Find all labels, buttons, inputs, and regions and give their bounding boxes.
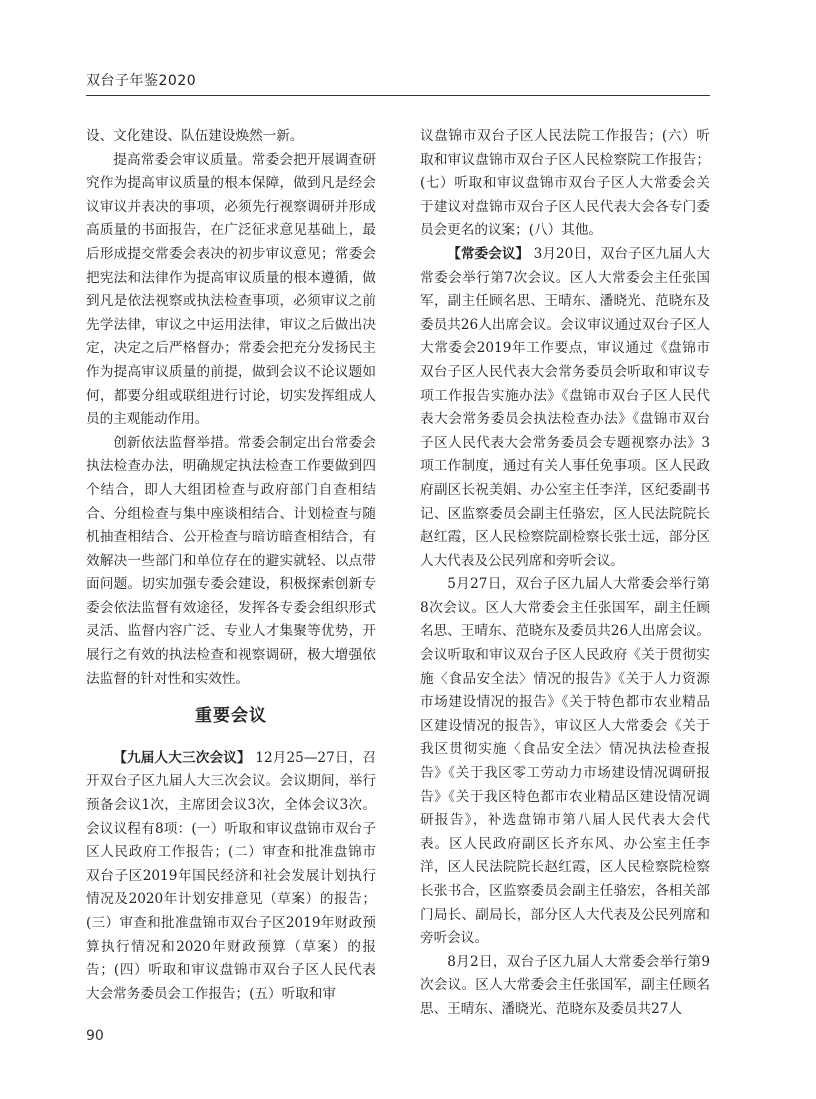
left-column <box>86 125 376 1006</box>
page-number: 90 <box>86 1028 104 1044</box>
paragraph-review-quality: 提高常委会审议质量。常委会把开展调查研究作为提高审议质量的根本保障，做到凡是经会议审议并表决的事项，必须先行视察调研并形成高质量的书面报告，在广泛征求意见基础上，最后形成提交常委会表决的初步审议意见；常委会把宪法和法律作为提高审议质量的根本遵循，做到凡是依法视察或执法检查事项，必须审议之前先学法律，审议之中运用法律，审议之后做出决定，决定之后严格督办；常委会把充分发扬民主作为提高审议质量的前提，做到会议不论议题如何，都要分组或联组进行讨论，切实发挥组成人员的主观能动作用。 <box>86 151 376 428</box>
standing-committee-label: 【常委会议】 <box>447 245 530 262</box>
paragraph-meeting-9: 8月2日，双台子区九届人大常委会举行第9次会议。区人大常委会主任张国军，副主任顾名思、王晴东、潘晓光、范晓东及委员共27人 <box>420 953 710 1017</box>
standing-committee-text: 3月20日，双台子区九届人大常委会举行第7次会议。区人大常委会主任张国军，副主任顾名思、王晴东、潘晓光、范晓东及委员共26人出席会议。会议审议通过双台子区人大常委会2019年工作要点，审议通过《盘锦市双台子区人民代表大会常务委员会听取和审议专项工作报告实施办法》《盘锦市双台子区人民代表大会常务委员会执法检查办法》《盘锦市双台子区人民代表大会常务委员会专题视察办法》3项工作制度，通过有关人事任免事项。区人民政府副区长祝美娟、办公室主任李洋，区纪委副书记、区监察委员会副主任骆宏，区人民法院院长赵红霞，区人民检察院副检察长张士远，部分区人大代表及公民列席和旁听会议。 <box>420 245 711 569</box>
header-rule <box>86 95 710 96</box>
section-title: 重要会议 <box>195 706 267 727</box>
paragraph-congress-session <box>86 747 376 1007</box>
session-label: 【九届人大三次会议】 <box>113 749 251 766</box>
paragraph-meeting-8: 5月27日，双台子区九届人大常委会举行第8次会议。区人大常委会主任张国军，副主任顾名思、王晴东、范晓东及委员共26人出席会议。会议听取和审议双台子区人民政府《关于贯彻实施〈食品安全法〉情况的报告》《关于人力资源市场建设情况的报告》《关于特色都市农业精品区建设情况的报告》，审议区人大常委会《关于我区贯彻实施〈食品安全法〉情况执法检查报告》《关于我区零工劳动力市场建设情况调研报告》《关于我区特色都市农业精品区建设情况调研报告》，补选盘锦市第八届人民代表大会代表。区人民政府副区长齐东风、办公室主任李洋，区人民法院院长赵红霞，区人民检察院检察长张书合，区监察委员会副主任骆宏，各相关部门局长、副局长，部分区人大代表及公民列席和旁听会议。 <box>420 576 710 947</box>
paragraph-agenda-continuation: 议盘锦市双台子区人民法院工作报告；(六）听取和审议盘锦市双台子区人民检察院工作报告；(七）听取和审议盘锦市双台子区人大常委会关于建议对盘锦市双台子区人民代表大会各专门委员会更名的议案；(八）其他。 <box>420 128 710 239</box>
session-text: 12月25—27日，召开双台子区九届人大三次会议。会议期间，举行预备会议1次，主席团会议3次，全体会议3次。会议议程有8项：(一）听取和审议盘锦市双台子区人民政府工作报告；(二）审查和批准盘锦市双台子区2019年国民经济和社会发展计划执行情况及2020年计划安排意见（草案）的报告；(三）审查和批准盘锦市双台子区2019年财政预算执行情况和2020年财政预算（草案）的报告；(四）听取和审议盘锦市双台子区人民代表大会常务委员会工作报告；(五）听取和审 <box>86 749 377 1002</box>
running-header: 双台子年鉴2020 <box>86 73 197 89</box>
paragraph-supervision: 创新依法监督举措。常委会制定出台常委会执法检查办法，明确规定执法检查工作要做到四个结合，即人大组团检查与政府部门自查相结合、分组检查与集中座谈相结合、计划检查与随机抽查相结合、公开检查与暗访暗查相结合，有效解决一些部门和单位存在的避实就轻、以点带面问题。切实加强专委会建设，积极探索创新专委会依法监督有效途径，发挥各专委会组织形式灵活、监督内容广泛、专业人才集聚等优势，开展行之有效的执法检查和视察调研，极大增强依法监督的针对性和实效性。 <box>86 434 376 687</box>
paragraph-continuation: 设、文化建设、队伍建设焕然一新。 <box>86 128 304 144</box>
right-column <box>420 125 710 1022</box>
paragraph-standing-committee <box>420 243 710 573</box>
